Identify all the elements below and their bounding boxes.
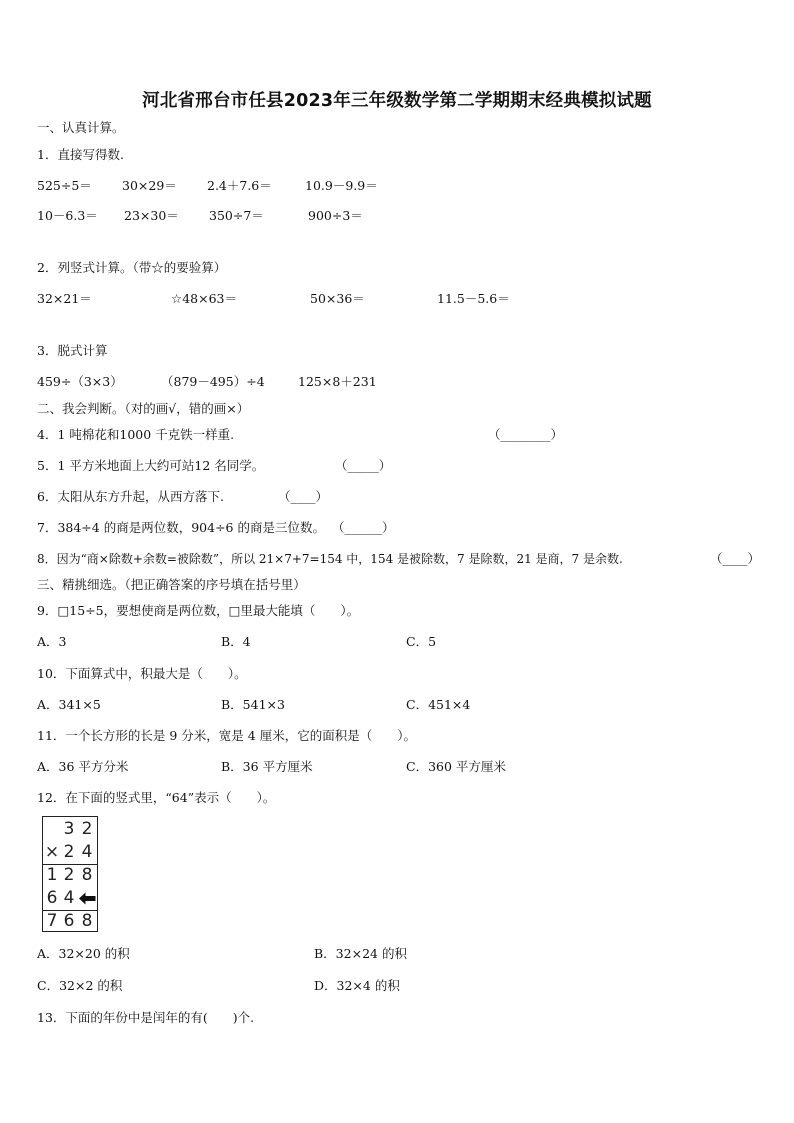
figure-digit: 6 xyxy=(46,888,58,908)
option-a: A．36 平方分米 xyxy=(37,759,129,774)
question-4-text: 4．1 吨棉花和1000 千克铁一样重. xyxy=(37,427,235,442)
q1-item: 900÷3＝ xyxy=(308,208,363,223)
q2-item: 50×36＝ xyxy=(310,291,365,306)
option-a: A．3 xyxy=(37,634,67,649)
option-b: B．36 平方厘米 xyxy=(221,759,313,774)
option-c: C．360 平方厘米 xyxy=(406,759,506,774)
q1-item: 525÷5＝ xyxy=(37,178,92,193)
figure-digit: 6 xyxy=(63,911,75,931)
left-arrow-icon xyxy=(79,892,96,905)
q3-item: 459÷（3×3） xyxy=(37,374,123,389)
figure-row xyxy=(43,910,97,933)
option-c: C．451×4 xyxy=(406,697,471,712)
figure-digit: 4 xyxy=(63,888,75,908)
q1-item: 10－6.3＝ xyxy=(37,208,98,223)
q1-item: 2.4＋7.6＝ xyxy=(207,178,272,193)
answer-blank[interactable]: （____） xyxy=(278,489,329,504)
answer-blank[interactable]: （______） xyxy=(332,520,395,535)
question-10-text: 10．下面算式中，积最大是（ ）。 xyxy=(37,666,247,681)
option-a: A．341×5 xyxy=(37,697,101,712)
option-b: B．32×24 的积 xyxy=(314,946,407,961)
figure-row xyxy=(43,818,97,841)
q2-item: ☆48×63＝ xyxy=(171,291,237,306)
section-2-heading: 二、我会判断。（对的画√，错的画×） xyxy=(37,401,250,416)
figure-row xyxy=(43,887,97,910)
option-c: C．5 xyxy=(406,634,437,649)
section-3-heading: 三、精挑细选。（把正确答案的序号填在括号里） xyxy=(37,577,306,592)
q3-item: （879－495）÷4 xyxy=(161,374,265,389)
figure-digit: 2 xyxy=(81,819,93,839)
option-b: B．4 xyxy=(221,634,251,649)
q3-item: 125×8＋231 xyxy=(298,374,377,389)
figure-digit: 4 xyxy=(81,842,93,862)
question-12-text: 12．在下面的竖式里，“64”表示（ ）。 xyxy=(37,790,276,805)
answer-blank[interactable]: （____） xyxy=(710,551,761,566)
figure-digit: 2 xyxy=(63,865,75,885)
question-9-text: 9．□15÷5，要想使商是两位数，□里最大能填（ ）。 xyxy=(37,603,360,618)
question-11-text: 11．一个长方形的长是 9 分米，宽是 4 厘米，它的面积是（ ）。 xyxy=(37,728,416,743)
question-6-text: 6．太阳从东方升起，从西方落下. xyxy=(37,489,224,504)
q1-item: 350÷7＝ xyxy=(209,208,264,223)
figure-digit: 8 xyxy=(81,865,93,885)
figure-row xyxy=(43,864,97,887)
q1-item: 23×30＝ xyxy=(124,208,179,223)
page-title: 河北省邢台市任县2023年三年级数学第二学期期末经典模拟试题 xyxy=(142,91,652,111)
section-1-heading: 一、认真计算。 xyxy=(37,120,125,135)
figure-digit: 2 xyxy=(63,842,75,862)
question-5-text: 5．1 平方米地面上大约可站12 名同学。 xyxy=(37,458,265,473)
option-a: A．32×20 的积 xyxy=(37,946,130,961)
figure-digit: 1 xyxy=(46,865,58,885)
question-7-text: 7．384÷4 的商是两位数，904÷6 的商是三位数。 xyxy=(37,520,325,535)
question-1-label: 1．直接写得数. xyxy=(37,147,124,162)
multiply-sign: × xyxy=(44,842,60,862)
q2-item: 11.5－5.6＝ xyxy=(437,291,510,306)
q1-item: 30×29＝ xyxy=(122,178,177,193)
option-d: D．32×4 的积 xyxy=(314,978,400,993)
question-3-label: 3．脱式计算 xyxy=(37,343,108,358)
question-2-label: 2．列竖式计算。（带☆的要验算） xyxy=(37,260,227,275)
question-13-text: 13．下面的年份中是闰年的有( )个. xyxy=(37,1010,255,1025)
figure-digit: 8 xyxy=(81,911,93,931)
answer-blank[interactable]: （_____） xyxy=(335,458,392,473)
figure-digit: 3 xyxy=(63,819,75,839)
figure-row xyxy=(43,841,97,864)
q2-item: 32×21＝ xyxy=(37,291,92,306)
answer-blank[interactable]: （________） xyxy=(488,427,564,442)
vertical-multiplication-figure xyxy=(42,816,98,932)
option-c: C．32×2 的积 xyxy=(37,978,123,993)
question-8-text: 8．因为“商×除数+余数=被除数”，所以 21×7+7=154 中，154 是被除数，7 是除数，21 是商，7 是余数. xyxy=(37,552,623,566)
figure-digit: 7 xyxy=(46,911,58,931)
option-b: B．541×3 xyxy=(221,697,285,712)
q1-item: 10.9－9.9＝ xyxy=(305,178,378,193)
